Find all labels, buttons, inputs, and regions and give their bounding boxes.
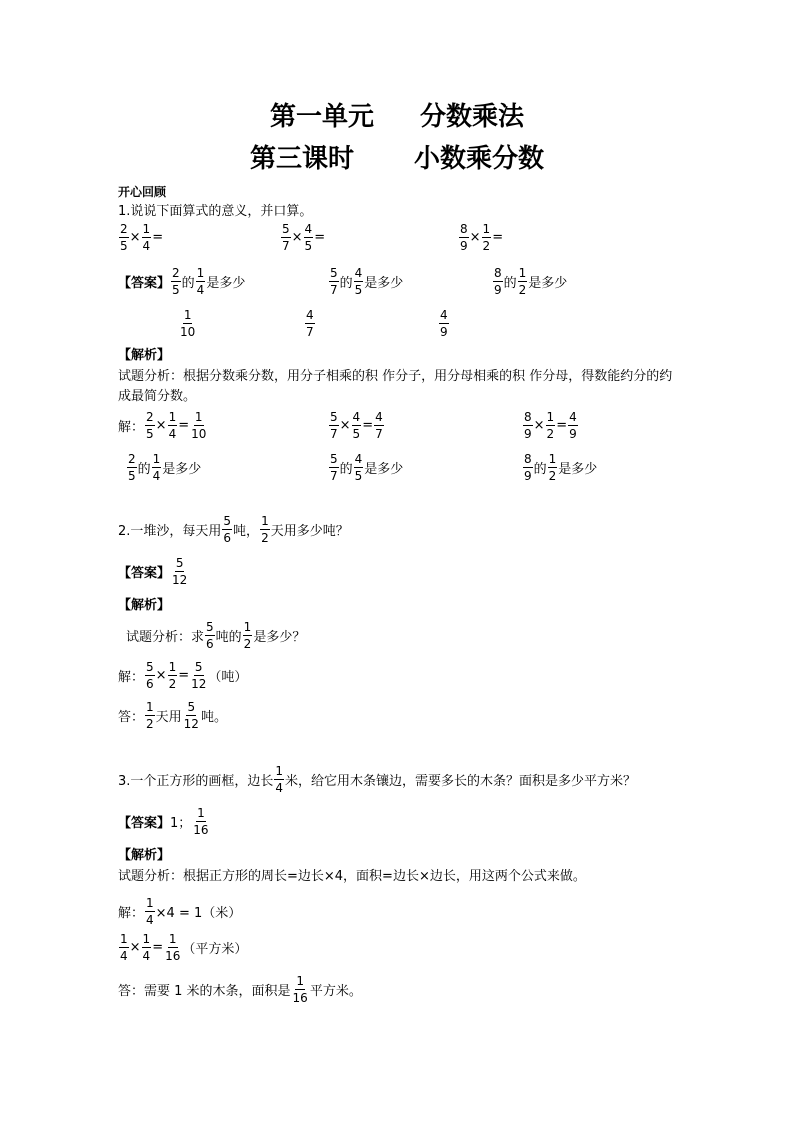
q2-reply: 答： $\frac{1}{2}$ 天用 $\frac{5}{12}$ 吨。	[118, 700, 227, 731]
unit-name: 分数乘法	[420, 102, 525, 132]
fraction: $\frac{4}{5}$	[352, 410, 361, 441]
fraction: $\frac{1}{4}$	[142, 222, 151, 253]
fraction: $\frac{8}{9}$	[524, 452, 532, 483]
fraction: $\frac{4}{5}$	[304, 222, 313, 253]
fraction: $\frac{4}{5}$	[354, 452, 363, 483]
q3-reply: 答：需要 1 米的木条，面积是 $\frac{1}{16}$ 平方米。	[118, 974, 362, 1005]
fraction: $\frac{1}{10}$	[191, 410, 207, 441]
q1-meaning-3: $\frac{8}{9}$ 的 $\frac{1}{2}$ 是多少	[524, 452, 598, 483]
q2-analysis: 试题分析：求 $\frac{5}{6}$ 吨的 $\frac{1}{2}$ 是多少？	[126, 620, 306, 651]
fraction: $\frac{8}{9}$	[524, 410, 532, 441]
section-heading: 开心回顾	[118, 185, 167, 199]
q3-analysis-label: 【解析】	[118, 848, 171, 863]
fraction: $\frac{1}{2}$	[546, 410, 555, 441]
q1-answer-1: 【答案】 $\frac{2}{5}$ 的 $\frac{1}{4}$ 是多少	[118, 266, 246, 297]
fraction: $\frac{5}{12}$	[191, 660, 207, 691]
q1-result-1	[178, 308, 197, 339]
fraction: $\frac{5}{7}$	[330, 410, 338, 441]
fraction: $\frac{1}{2}$	[518, 266, 527, 297]
q1-analysis-label: 【解析】	[118, 348, 171, 363]
lesson-label: 第三课时	[249, 144, 354, 174]
fraction: $\frac{1}{16}$	[165, 932, 181, 963]
fraction: $\frac{4}{7}$	[306, 308, 314, 339]
fraction: $\frac{5}{12}$	[172, 556, 188, 587]
fraction: $\frac{1}{2}$	[168, 660, 177, 691]
q1-solution-1: 解： $\frac{2}{5}$ × $\frac{1}{4}$ = $\frac{1}{10}$	[118, 410, 207, 441]
q1-meaning-2: $\frac{5}{7}$ 的 $\frac{4}{5}$ 是多少	[330, 452, 404, 483]
q2-solution: 解： $\frac{5}{6}$ × $\frac{1}{2}$ = $\frac{5}{12}$ （吨）	[118, 660, 248, 691]
fraction: $\frac{4}{9}$	[569, 410, 577, 441]
unit-label: 第一单元	[269, 102, 374, 132]
fraction: $\frac{5}{6}$	[206, 620, 214, 651]
q1-result-3	[438, 308, 450, 339]
fraction: $\frac{1}{4}$	[120, 932, 128, 963]
q2-analysis-label: 【解析】	[118, 598, 171, 613]
q1-analysis-text: 试题分析：根据分数乘分数，用分子相乘的积 作分子，用分母相乘的积 作分母，得数能约分的约成最简分数。	[118, 369, 673, 404]
q1-answer-2: $\frac{5}{7}$ 的 $\frac{4}{5}$ 是多少	[330, 266, 404, 297]
fraction: $\frac{2}{5}$	[146, 410, 154, 441]
fraction: $\frac{1}{2}$	[548, 452, 557, 483]
fraction: $\frac{1}{16}$	[292, 974, 308, 1005]
q1-result-2	[304, 308, 316, 339]
fraction: $\frac{5}{6}$	[223, 514, 232, 545]
fraction: $\frac{1}{4}$	[152, 452, 161, 483]
q1-expr-1: $\frac{2}{5}$ × $\frac{1}{4}$ =	[120, 222, 164, 253]
fraction: $\frac{4}{5}$	[354, 266, 363, 297]
q2-prompt: 2.一堆沙，每天用 $\frac{5}{6}$ 吨， $\frac{1}{2}$ 天用多少吨？	[118, 514, 349, 545]
lesson-name: 小数乘分数	[414, 144, 545, 174]
answer-label: 【答案】	[118, 566, 171, 581]
fraction: $\frac{8}{9}$	[460, 222, 468, 253]
fraction: $\frac{5}{7}$	[330, 266, 338, 297]
q1-meaning-1: $\frac{2}{5}$ 的 $\frac{1}{4}$ 是多少	[128, 452, 202, 483]
fraction: $\frac{1}{4}$	[146, 896, 154, 927]
fraction: $\frac{5}{12}$	[183, 700, 199, 731]
q1-solution-3: $\frac{8}{9}$ × $\frac{1}{2}$ = $\frac{4}{9}$	[524, 410, 577, 441]
q1-prompt: 1.说说下面算式的意义，并口算。	[118, 204, 313, 219]
fraction: $\frac{1}{4}$	[168, 410, 177, 441]
fraction: $\frac{2}{5}$	[128, 452, 136, 483]
q3-answer: 【答案】 1； $\frac{1}{16}$	[118, 806, 209, 837]
fraction: $\frac{2}{5}$	[172, 266, 180, 297]
fraction: $\frac{1}{2}$	[146, 700, 154, 731]
fraction: $\frac{1}{4}$	[275, 764, 284, 795]
q2-answer	[118, 556, 189, 587]
lesson-title	[0, 144, 794, 174]
q3-analysis-text: 试题分析：根据正方形的周长=边长×4，面积=边长×边长，用这两个公式来做。	[118, 869, 586, 884]
q3-solution-1: 解： $\frac{1}{4}$ ×4 = 1（米）	[118, 896, 242, 927]
q1-expr-3: $\frac{8}{9}$ × $\frac{1}{2}$ =	[460, 222, 504, 253]
q1-solution-2: $\frac{5}{7}$ × $\frac{4}{5}$ = $\frac{4}{7}$	[330, 410, 383, 441]
unit-title	[0, 102, 794, 132]
q1-answer-3: $\frac{8}{9}$ 的 $\frac{1}{2}$ 是多少	[494, 266, 568, 297]
q3-solution-2: $\frac{1}{4}$ × $\frac{1}{4}$ = $\frac{1}{16}$ （平方米）	[120, 932, 248, 963]
answer-label: 【答案】	[118, 276, 171, 291]
fraction: $\frac{5}{7}$	[282, 222, 290, 253]
fraction: $\frac{4}{7}$	[375, 410, 383, 441]
fraction: $\frac{5}{7}$	[330, 452, 338, 483]
fraction: $\frac{8}{9}$	[494, 266, 502, 297]
fraction: $\frac{5}{6}$	[146, 660, 154, 691]
fraction: $\frac{2}{5}$	[120, 222, 128, 253]
q1-expr-2: $\frac{5}{7}$ × $\frac{4}{5}$ =	[282, 222, 326, 253]
fraction: $\frac{1}{10}$	[180, 308, 196, 339]
fraction: $\frac{1}{4}$	[196, 266, 205, 297]
fraction: $\frac{1}{2}$	[243, 620, 252, 651]
fraction: $\frac{1}{16}$	[193, 806, 209, 837]
fraction: $\frac{1}{2}$	[482, 222, 491, 253]
q3-prompt: 3.一个正方形的画框，边长 $\frac{1}{4}$ 米，给它用木条镶边，需要多长的木条？面积是多少平方米？	[118, 764, 637, 795]
fraction: $\frac{1}{2}$	[261, 514, 269, 545]
fraction: $\frac{1}{4}$	[142, 932, 151, 963]
fraction: $\frac{4}{9}$	[440, 308, 448, 339]
answer-label: 【答案】	[118, 816, 171, 831]
